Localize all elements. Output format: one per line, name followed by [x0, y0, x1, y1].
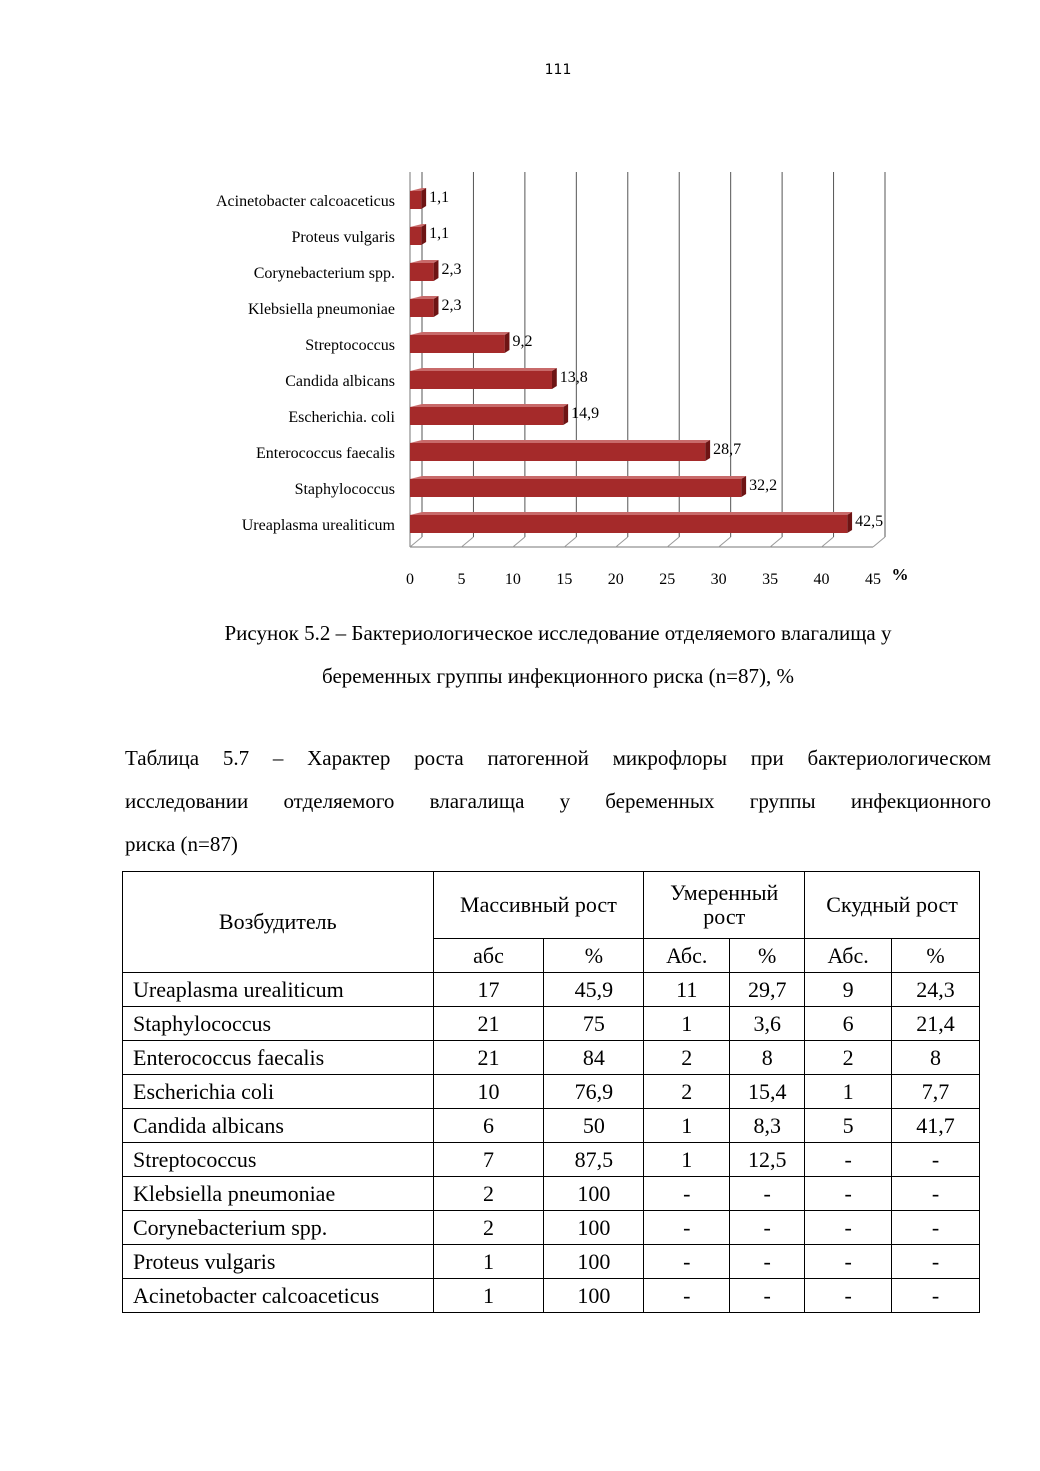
pathogen-name: Staphylococcus — [123, 1007, 434, 1041]
bar — [410, 335, 505, 353]
data-label: 32,2 — [749, 477, 778, 494]
table-cell: 6 — [805, 1007, 892, 1041]
grid-floor-line — [616, 537, 628, 547]
x-tick-label: 30 — [710, 571, 727, 588]
figure-caption — [125, 612, 991, 698]
table-row — [123, 1279, 980, 1313]
grid-floor-line — [873, 537, 885, 547]
x-unit-label: % — [891, 565, 909, 584]
x-tick-label: 45 — [865, 571, 881, 588]
table-cell: 3,6 — [730, 1007, 805, 1041]
table-cell: 2 — [433, 1177, 544, 1211]
pathogen-name: Acinetobacter calcoaceticus — [123, 1279, 434, 1313]
grid-floor-line — [822, 537, 834, 547]
table-cell: - — [805, 1177, 892, 1211]
table-cell: 21 — [433, 1041, 544, 1075]
pathogen-name: Streptococcus — [123, 1143, 434, 1177]
table-cell: 87,5 — [544, 1143, 644, 1177]
data-label: 28,7 — [713, 441, 742, 458]
data-label: 1,1 — [429, 225, 450, 242]
bar — [410, 371, 552, 389]
table-cell: 12,5 — [730, 1143, 805, 1177]
subheader-cell: Абс. — [644, 939, 730, 973]
table-cell: 75 — [544, 1007, 644, 1041]
bar-top — [410, 296, 438, 299]
table-cell: 7,7 — [892, 1075, 980, 1109]
table-row — [123, 1245, 980, 1279]
table-row — [123, 1177, 980, 1211]
pathogen-name: Candida albicans — [123, 1109, 434, 1143]
table-cell: 50 — [544, 1109, 644, 1143]
table-cell: 7 — [433, 1143, 544, 1177]
category-label: Corynebacterium spp. — [253, 265, 395, 282]
table-cell: 8 — [730, 1041, 805, 1075]
table-cell: - — [805, 1279, 892, 1313]
category-label: Candida albicans — [285, 373, 395, 390]
table-body — [123, 973, 980, 1313]
category-label: Enterococcus faecalis — [255, 445, 395, 462]
bar-side — [434, 296, 439, 317]
growth-table — [122, 871, 980, 1313]
bar — [410, 299, 434, 317]
table-cell: - — [644, 1279, 730, 1313]
table-cell: 84 — [544, 1041, 644, 1075]
bar-top — [410, 368, 557, 371]
table-cell: - — [892, 1143, 980, 1177]
bar-side — [705, 440, 710, 461]
bar — [410, 479, 741, 497]
table-row — [123, 1211, 980, 1245]
x-tick-label: 15 — [556, 571, 573, 588]
table-cell: 15,4 — [730, 1075, 805, 1109]
table-cell: - — [805, 1245, 892, 1279]
grid-floor-line — [667, 537, 679, 547]
table-cell: - — [805, 1143, 892, 1177]
table-cell: - — [805, 1211, 892, 1245]
bar — [410, 443, 705, 461]
table-cell: 1 — [805, 1075, 892, 1109]
data-label: 42,5 — [855, 513, 884, 530]
table-cell: 1 — [644, 1143, 730, 1177]
table-row — [123, 1109, 980, 1143]
bar — [410, 227, 421, 245]
table-cell: 100 — [544, 1211, 644, 1245]
table-cell: 17 — [433, 973, 544, 1007]
table-cell: - — [892, 1245, 980, 1279]
x-tick-label: 40 — [813, 571, 830, 588]
pathogen-name: Escherichia coli — [123, 1075, 434, 1109]
bar-side — [563, 404, 568, 425]
grid-floor-line — [513, 537, 525, 547]
category-label: Escherichia. coli — [288, 409, 395, 426]
bar-top — [410, 476, 746, 479]
table-cell: 21,4 — [892, 1007, 980, 1041]
table-cell: 1 — [644, 1109, 730, 1143]
table-cell: 6 — [433, 1109, 544, 1143]
header-pathogen: Возбудитель — [123, 872, 434, 973]
pathogen-name: Proteus vulgaris — [123, 1245, 434, 1279]
bar-side — [421, 188, 426, 209]
header-scant-growth: Скудный рост — [805, 872, 980, 939]
table-title-line-1: Таблица 5.7 – Характер роста патогенной микрофлоры при бактериологическом — [125, 746, 991, 770]
grid-floor-line — [719, 537, 731, 547]
bar — [410, 263, 434, 281]
table-cell: 8 — [892, 1041, 980, 1075]
table-cell: 2 — [433, 1211, 544, 1245]
table-cell: 1 — [433, 1279, 544, 1313]
bar-side — [505, 332, 510, 353]
table-cell: - — [644, 1177, 730, 1211]
data-label: 14,9 — [571, 405, 600, 422]
table-cell: 100 — [544, 1245, 644, 1279]
data-label: 1,1 — [429, 189, 450, 206]
bar-side — [421, 224, 426, 245]
table-cell: 41,7 — [892, 1109, 980, 1143]
x-tick-label: 5 — [457, 571, 466, 588]
pathogen-name: Enterococcus faecalis — [123, 1041, 434, 1075]
bar-top — [410, 512, 852, 515]
bar — [410, 515, 847, 533]
bar-top — [410, 332, 509, 335]
header-moderate-line-1: Умеренный — [670, 880, 779, 905]
table-row — [123, 1143, 980, 1177]
bar-side — [847, 512, 852, 533]
bar-chart — [185, 160, 945, 595]
table-cell: 11 — [644, 973, 730, 1007]
bar-top — [410, 260, 438, 263]
table-cell: 10 — [433, 1075, 544, 1109]
table-header-row — [123, 872, 980, 939]
table-title — [125, 737, 991, 866]
subheader-cell: % — [892, 939, 980, 973]
table-row — [123, 1041, 980, 1075]
x-tick-label: 35 — [762, 571, 779, 588]
table-cell: - — [730, 1177, 805, 1211]
table-cell: 76,9 — [544, 1075, 644, 1109]
data-label: 9,2 — [512, 333, 533, 350]
table-cell: 45,9 — [544, 973, 644, 1007]
table-cell: 100 — [544, 1177, 644, 1211]
category-label: Klebsiella pneumoniae — [247, 301, 395, 318]
table-cell: 9 — [805, 973, 892, 1007]
table-cell: 1 — [433, 1245, 544, 1279]
table-cell: - — [644, 1211, 730, 1245]
bar-side — [434, 260, 439, 281]
bar-top — [410, 404, 568, 407]
category-label: Acinetobacter calcoaceticus — [216, 193, 395, 210]
header-moderate-growth — [644, 872, 805, 939]
pathogen-name: Corynebacterium spp. — [123, 1211, 434, 1245]
caption-line-2: беременных группы инфекционного риска (n=87), % — [322, 664, 794, 688]
table-cell: 100 — [544, 1279, 644, 1313]
table-cell: 29,7 — [730, 973, 805, 1007]
table-cell: 2 — [644, 1075, 730, 1109]
bar — [410, 191, 421, 209]
table-row — [123, 973, 980, 1007]
grid-floor-line — [564, 537, 576, 547]
data-label: 13,8 — [559, 369, 588, 386]
grid-floor-line — [461, 537, 473, 547]
table-cell: 5 — [805, 1109, 892, 1143]
table-cell: 2 — [644, 1041, 730, 1075]
subheader-cell: % — [730, 939, 805, 973]
table-row — [123, 1007, 980, 1041]
x-tick-label: 0 — [406, 571, 414, 588]
grid-floor-line — [770, 537, 782, 547]
bar-side — [741, 476, 746, 497]
category-label: Ureaplasma urealiticum — [241, 517, 395, 534]
bar-side — [552, 368, 557, 389]
category-label: Proteus vulgaris — [291, 229, 395, 246]
table-cell: 1 — [644, 1007, 730, 1041]
bar-top — [410, 440, 710, 443]
category-label: Streptococcus — [305, 337, 395, 354]
table-cell: - — [730, 1279, 805, 1313]
data-label: 2,3 — [441, 261, 462, 278]
table-cell: 24,3 — [892, 973, 980, 1007]
table-cell: - — [730, 1211, 805, 1245]
x-tick-label: 10 — [504, 571, 521, 588]
table-title-line-2: исследовании отделяемого влагалища у беременных группы инфекционного — [125, 789, 991, 813]
subheader-cell: % — [544, 939, 644, 973]
x-tick-label: 20 — [607, 571, 624, 588]
table-cell: 8,3 — [730, 1109, 805, 1143]
header-massive-growth: Массивный рост — [433, 872, 644, 939]
caption-line-1: Рисунок 5.2 – Бактериологическое исследование отделяемого влагалища у — [224, 621, 892, 645]
x-tick-label: 25 — [659, 571, 676, 588]
pathogen-name: Klebsiella pneumoniae — [123, 1177, 434, 1211]
grid-floor-line — [410, 537, 422, 547]
subheader-cell: абс — [433, 939, 544, 973]
table-row — [123, 1075, 980, 1109]
header-moderate-line-2: рост — [703, 904, 746, 929]
table-cell: - — [892, 1177, 980, 1211]
table-cell: 2 — [805, 1041, 892, 1075]
table-title-line-3: риска (n=87) — [125, 832, 238, 856]
table-cell: - — [644, 1245, 730, 1279]
subheader-cell: Абс. — [805, 939, 892, 973]
table-cell: - — [892, 1211, 980, 1245]
category-label: Staphylococcus — [294, 481, 395, 498]
pathogen-name: Ureaplasma urealiticum — [123, 973, 434, 1007]
table-cell: - — [730, 1245, 805, 1279]
page-number: 111 — [544, 62, 572, 78]
bar — [410, 407, 563, 425]
table-cell: 21 — [433, 1007, 544, 1041]
data-label: 2,3 — [441, 297, 462, 314]
table-cell: - — [892, 1279, 980, 1313]
